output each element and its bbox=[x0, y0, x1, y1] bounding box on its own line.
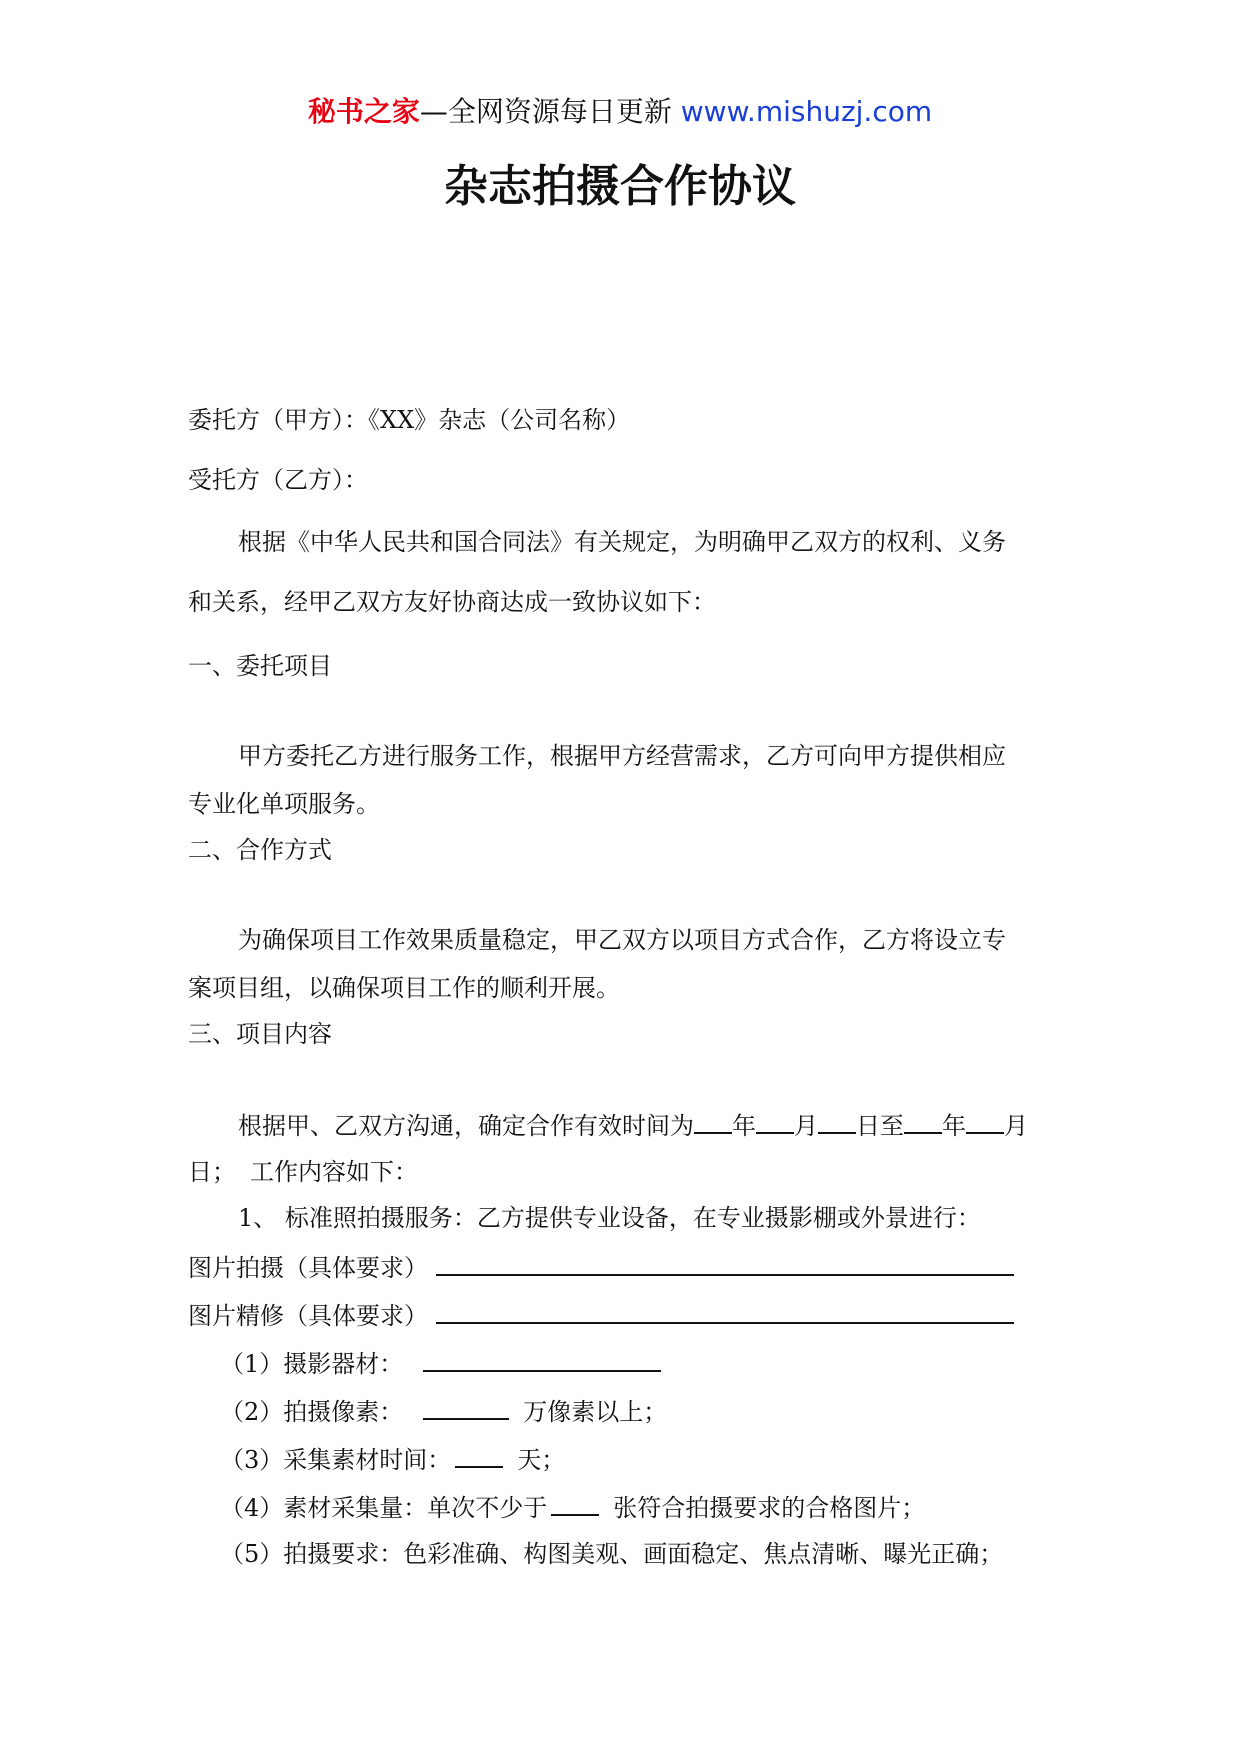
party-b-line: 受托方（乙方）： bbox=[188, 466, 368, 494]
work-content-label: 工作内容如下： bbox=[250, 1158, 418, 1186]
section-2-line-1: 为确保项目工作效果质量稳定，甲乙双方以项目方式合作，乙方将设立专 bbox=[238, 926, 1006, 954]
end-month-blank[interactable] bbox=[966, 1112, 1004, 1134]
photo-shoot-label: 图片拍摄（具体要求） bbox=[188, 1254, 428, 1282]
pixels-label: （2）拍摄像素： bbox=[220, 1398, 404, 1426]
equipment-label: （1）摄影器材： bbox=[220, 1350, 404, 1378]
end-year-blank[interactable] bbox=[904, 1112, 942, 1134]
quantity-line bbox=[220, 1494, 925, 1520]
time-blank[interactable] bbox=[455, 1446, 503, 1468]
requirements-line: （5）拍摄要求：色彩准确、构图美观、画面稳定、焦点清晰、曝光正确； bbox=[220, 1540, 1004, 1568]
start-month-blank[interactable] bbox=[756, 1112, 794, 1134]
section-3-heading: 三、项目内容 bbox=[188, 1020, 332, 1048]
time-line bbox=[220, 1446, 565, 1472]
item-1-line: 1、 标准照拍摄服务：乙方提供专业设备，在专业摄影棚或外景进行： bbox=[238, 1204, 981, 1232]
photo-shoot-blank[interactable] bbox=[436, 1254, 1014, 1276]
start-day-blank[interactable] bbox=[818, 1112, 856, 1134]
party-a-line: 委托方（甲方）：《XX》杂志（公司名称） bbox=[188, 406, 631, 434]
time-label: （3）采集素材时间： bbox=[220, 1446, 452, 1474]
intro-line-1: 根据《中华人民共和国合同法》有关规定，为明确甲乙双方的权利、义务 bbox=[238, 528, 1006, 556]
pixels-suffix: 万像素以上； bbox=[523, 1398, 668, 1426]
start-year-label: 年 bbox=[732, 1112, 756, 1140]
section-1-heading: 一、委托项目 bbox=[188, 652, 332, 680]
equipment-blank[interactable] bbox=[423, 1350, 661, 1372]
photo-retouch-blank[interactable] bbox=[436, 1302, 1014, 1324]
end-day-label: 日； bbox=[188, 1158, 236, 1186]
start-month-label: 月 bbox=[794, 1112, 818, 1140]
equipment-line bbox=[220, 1350, 661, 1376]
document-title: 杂志拍摄合作协议 bbox=[444, 161, 796, 212]
time-suffix: 天； bbox=[517, 1446, 566, 1474]
photo-shoot-line bbox=[188, 1254, 1014, 1280]
end-month-label: 月 bbox=[1004, 1112, 1028, 1140]
section-2-heading: 二、合作方式 bbox=[188, 836, 332, 864]
intro-line-2: 和关系，经甲乙双方友好协商达成一致协议如下： bbox=[188, 588, 716, 616]
photo-retouch-label: 图片精修（具体要求） bbox=[188, 1302, 428, 1330]
section-2-line-2: 案项目组，以确保项目工作的顺利开展。 bbox=[188, 974, 620, 1002]
quantity-suffix: 张符合拍摄要求的合格图片； bbox=[613, 1494, 926, 1522]
section-1-line-1: 甲方委托乙方进行服务工作，根据甲方经营需求，乙方可向甲方提供相应 bbox=[238, 742, 1006, 770]
period-prefix: 根据甲、乙双方沟通，确定合作有效时间为 bbox=[238, 1112, 694, 1140]
brand-name: 秘书之家 bbox=[307, 95, 420, 128]
section-1-line-2: 专业化单项服务。 bbox=[188, 790, 380, 818]
header-slogan: —全网资源每日更新 bbox=[419, 95, 681, 128]
end-year-label: 年 bbox=[942, 1112, 966, 1140]
day-to-label: 日至 bbox=[856, 1112, 904, 1140]
page-header bbox=[0, 95, 1240, 128]
pixels-line bbox=[220, 1398, 667, 1424]
period-line bbox=[238, 1112, 1028, 1138]
quantity-blank[interactable] bbox=[551, 1494, 599, 1516]
start-year-blank[interactable] bbox=[694, 1112, 732, 1134]
period-line-2 bbox=[188, 1160, 418, 1184]
header-website: www.mishuzj.com bbox=[680, 95, 933, 128]
quantity-label: （4）素材采集量：单次不少于 bbox=[220, 1494, 548, 1522]
pixels-blank[interactable] bbox=[423, 1398, 509, 1420]
photo-retouch-line bbox=[188, 1302, 1014, 1328]
